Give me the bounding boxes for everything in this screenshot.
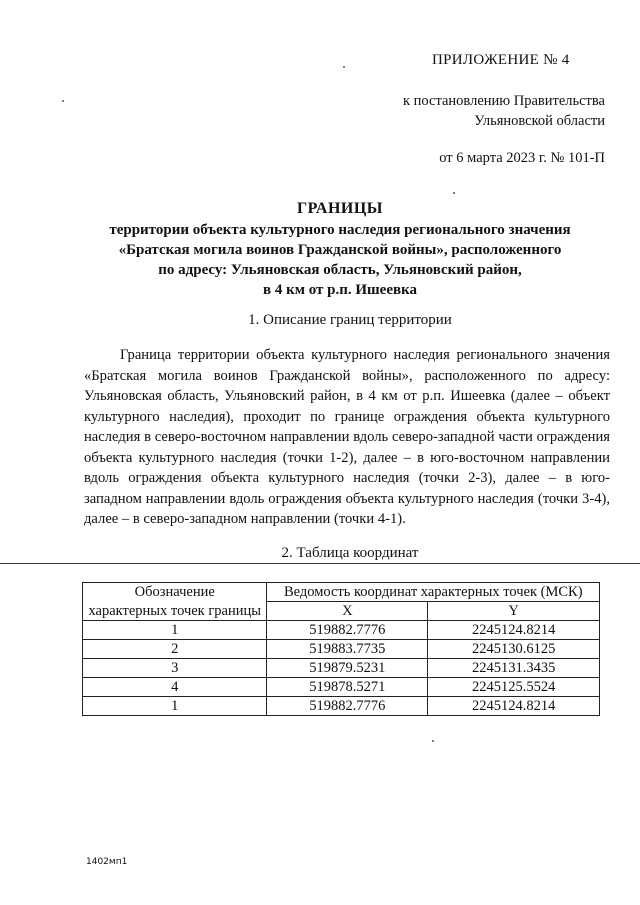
table-row <box>83 659 600 678</box>
title-line-3: по адресу: Ульяновская область, Ульяновский район, <box>158 262 522 278</box>
point-cell: 1 <box>83 697 267 716</box>
scan-speck <box>62 100 64 102</box>
approval-block <box>380 91 605 168</box>
table-header-row <box>83 583 600 602</box>
point-cell: 1 <box>83 621 267 640</box>
point-cell: 4 <box>83 678 267 697</box>
table-row <box>83 697 600 716</box>
table-subheader-row <box>83 602 600 621</box>
y-cell: 2245124.8214 <box>428 621 600 640</box>
point-cell: 2 <box>83 640 267 659</box>
section-2-heading: 2. Таблица координат <box>281 545 419 561</box>
coordinates-table <box>82 582 600 716</box>
approval-date: от 6 марта 2023 г. № 101-П <box>439 150 605 166</box>
title-line-2: «Братская могила воинов Гражданской войны», расположенного <box>118 242 562 258</box>
table-row <box>83 678 600 697</box>
scan-line <box>0 563 640 564</box>
point-header-line-1: Обозначение <box>83 583 267 602</box>
y-cell: 2245131.3435 <box>428 659 600 678</box>
point-header-line-2: характерных точек границы <box>83 602 267 621</box>
section-1-heading: 1. Описание границ территории <box>248 312 452 328</box>
y-cell: 2245130.6125 <box>428 640 600 659</box>
title-heading: ГРАНИЦЫ <box>296 200 383 217</box>
approval-line-1: к постановлению Правительства <box>403 93 605 109</box>
document-title <box>60 199 620 300</box>
boundary-description <box>84 345 610 530</box>
title-line-1: территории объекта культурного наследия регионального значения <box>109 222 571 238</box>
y-cell: 2245125.5524 <box>428 678 600 697</box>
y-cell: 2245124.8214 <box>428 697 600 716</box>
x-header: X <box>267 602 428 621</box>
x-cell: 519883.7735 <box>267 640 428 659</box>
x-cell: 519878.5271 <box>267 678 428 697</box>
scan-speck <box>453 192 455 194</box>
title-line-4: в 4 км от р.п. Ишеевка <box>262 282 418 298</box>
point-cell: 3 <box>83 659 267 678</box>
x-cell: 519882.7776 <box>267 697 428 716</box>
x-cell: 519882.7776 <box>267 621 428 640</box>
scan-speck <box>343 66 345 68</box>
appendix-label: ПРИЛОЖЕНИЕ № 4 <box>432 52 570 68</box>
x-cell: 519879.5231 <box>267 659 428 678</box>
table-row <box>83 640 600 659</box>
table-row <box>83 621 600 640</box>
boundary-description-text: Граница территории объекта культурного наследия регионального значения «Братская могила воинов Гражданской войны», расположенного по адресу: Ульяновская область, Ульяновский район, в 4 км от р.п. Ишеевка (далее – объект культурного наследия), проходит по границе ограждения объекта культурного наследия в северо-восточном направлении вдоль северо-западной части ограждения объекта культурного наследия (точки 1-2), далее – в юго-восточном направлении вдоль ограждения объекта культурного наследия (точки 2-3), далее – в юго-западном направлении вдоль ограждения объекта культурного наследия (точки 3-4), далее – в северо-западном направлении (точки 4-1). <box>84 347 610 527</box>
document-code: 1402мп1 <box>86 857 128 867</box>
scan-speck <box>432 740 434 742</box>
y-header: Y <box>428 602 600 621</box>
coordinates-group-header: Ведомость координат характерных точек (МСК) <box>267 583 600 602</box>
approval-line-2: Ульяновской области <box>474 113 605 129</box>
